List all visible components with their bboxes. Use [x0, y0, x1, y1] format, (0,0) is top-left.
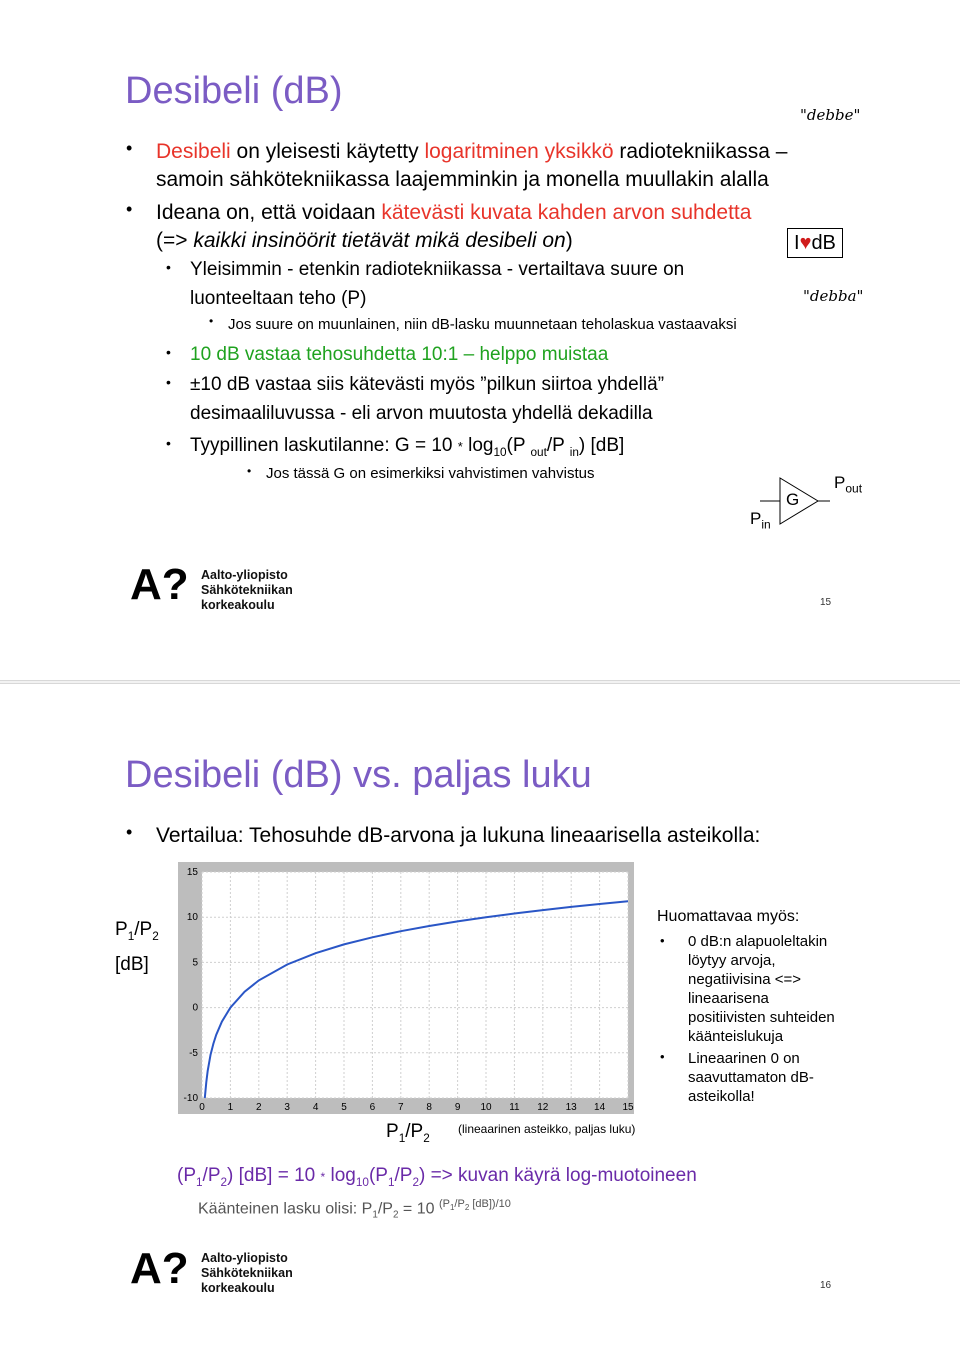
bullet-dot: •	[126, 822, 133, 842]
page-number: 15	[820, 597, 832, 608]
text: = 10	[398, 1200, 435, 1218]
bullet-vahvistus: Jos tässä G on esimerkiksi vahvistimen vahvistus	[266, 465, 595, 482]
bullet-yleisimmin-line1: Yleisimmin - etenkin radiotekniikassa - vertailtava suure on	[190, 259, 685, 280]
annotation-debba: "debba"	[803, 287, 864, 305]
subscript: in	[761, 517, 771, 532]
slide-16	[0, 684, 960, 1367]
bullet-laskutilanne	[190, 431, 624, 467]
formula-db	[177, 1165, 697, 1189]
text: (=>	[156, 229, 194, 252]
page-number: 16	[820, 1280, 832, 1291]
text: Sähkötekniikan	[201, 583, 293, 597]
x-tick-label: 6	[369, 1102, 376, 1113]
x-tick-label: 9	[454, 1102, 461, 1113]
bullet-dot: •	[660, 1049, 665, 1064]
x-tick-label: 8	[426, 1102, 432, 1113]
amplifier-gain-label: G	[786, 490, 800, 509]
subscript: 1	[127, 929, 135, 943]
text: positiivisten suhteiden	[688, 1009, 835, 1026]
text: Tyypillinen laskutilanne: G = 10	[190, 435, 453, 456]
text: log	[468, 435, 494, 456]
x-tick-label: 11	[509, 1102, 520, 1113]
subscript: 1	[398, 1131, 406, 1145]
subscript: in	[569, 445, 579, 459]
bullet-ideana-line1	[156, 199, 751, 227]
subscript: 2	[423, 1131, 430, 1145]
aalto-logo-text	[201, 568, 293, 613]
text: dB	[811, 232, 836, 254]
note-bullet-2	[688, 1049, 814, 1106]
amplifier-output-label	[834, 473, 862, 495]
x-tick-label: 5	[341, 1102, 347, 1113]
text: lineaarisena	[688, 990, 769, 1007]
subscript: 2	[412, 1175, 419, 1189]
text: ) [dB] = 10	[227, 1165, 316, 1186]
bullet-dot: •	[126, 199, 133, 219]
text: ) => kuvan käyrä log-muotoineen	[418, 1165, 697, 1186]
term-log-unit: logaritminen yksikkö	[424, 140, 614, 163]
x-tick-label: 15	[622, 1102, 634, 1113]
subscript: 1	[372, 1209, 378, 1221]
note-bullet-1	[688, 932, 835, 1046]
x-tick-label: 13	[565, 1102, 577, 1113]
text: saavuttamaton dB-	[688, 1069, 814, 1086]
subscript: 10	[355, 1175, 369, 1189]
bullet-dot: •	[166, 374, 171, 390]
amplifier-input-label	[750, 509, 771, 531]
multiply-sign: *	[457, 439, 463, 454]
bullet-pilkku-line2: desimaaliluvussa - eli arvon muutosta yhdellä dekadilla	[190, 403, 653, 424]
text: P	[750, 509, 762, 528]
bullet-desibeli-line1	[156, 138, 787, 166]
text: korkeakoulu	[201, 598, 275, 612]
text: /P	[134, 919, 153, 940]
formula-inverse	[198, 1198, 511, 1221]
y-tick-label: -5	[189, 1047, 198, 1059]
text: /P	[394, 1165, 413, 1186]
text: korkeakoulu	[201, 1281, 275, 1295]
text: I	[794, 232, 800, 254]
subscript: 1	[387, 1175, 395, 1189]
text: /P	[377, 1200, 393, 1218]
subscript: 2	[152, 929, 159, 943]
subscript: out	[530, 445, 547, 459]
x-tick-label: 7	[398, 1102, 404, 1113]
text: /P	[202, 1165, 221, 1186]
bullet-dot: •	[166, 344, 171, 360]
bullet-desibeli-line2: samoin sähkötekniikassa laajemminkin ja monella muullakin alalla	[156, 168, 769, 191]
text: radiotekniikassa –	[613, 140, 788, 163]
text: [dB]	[115, 953, 149, 975]
term-desibeli: Desibeli	[156, 140, 231, 163]
heart-icon: ♥	[799, 232, 812, 254]
bullet-dot: •	[166, 259, 171, 275]
subscript: out	[845, 481, 863, 496]
note-title: Huomattavaa myös:	[657, 908, 800, 925]
term-ratio: kätevästi kuvata kahden arvon suhdetta	[381, 201, 752, 224]
x-tick-label: 1	[227, 1102, 234, 1113]
text: Sähkötekniikan	[201, 1266, 293, 1280]
text: Aalto-yliopisto	[201, 568, 288, 582]
slide-title: Desibeli (dB) vs. paljas luku	[125, 754, 592, 796]
text: löytyy arvoja,	[688, 952, 776, 969]
subscript: 2	[392, 1209, 399, 1221]
y-axis-label	[115, 916, 159, 979]
text: /P	[405, 1121, 424, 1142]
text: P	[115, 919, 128, 940]
x-tick-label: 4	[312, 1102, 319, 1113]
slide-15	[0, 0, 960, 680]
aalto-logo-text	[201, 1251, 293, 1296]
x-tick-label: 12	[537, 1102, 549, 1113]
y-tick-label: 10	[186, 912, 198, 924]
text: Aalto-yliopisto	[201, 1251, 288, 1265]
text: 0 dB:n alapuoleltakin	[688, 933, 828, 950]
i-love-db-box	[787, 228, 843, 258]
text: P	[834, 473, 846, 492]
subscript: 1	[449, 1203, 455, 1213]
text: /P	[454, 1198, 465, 1210]
bullet-10db: 10 dB vastaa tehosuhdetta 10:1 – helppo muistaa	[190, 344, 609, 365]
subscript: 2	[220, 1175, 228, 1189]
bullet-dot: •	[126, 138, 133, 158]
subscript: 2	[464, 1203, 470, 1213]
bullet-dot: •	[166, 435, 171, 451]
text: (P	[438, 1198, 450, 1210]
bullet-muunlainen: Jos suure on muunlainen, niin dB-lasku muunnetaan teholaskua vastaavaksi	[228, 316, 737, 333]
text: )	[565, 229, 573, 252]
bullet-dot: •	[247, 464, 252, 478]
text: (P	[177, 1165, 196, 1186]
text: (P	[506, 435, 526, 456]
subscript: 1	[196, 1175, 203, 1189]
text: asteikolla!	[688, 1088, 755, 1105]
aalto-logo: A?	[130, 560, 189, 609]
text: (P	[368, 1165, 388, 1186]
text: käänteislukuja	[688, 1028, 784, 1045]
aalto-logo: A?	[130, 1244, 189, 1293]
subscript: 10	[493, 445, 507, 459]
x-tick-label: 3	[284, 1102, 290, 1113]
text: Lineaarinen 0 on	[688, 1050, 800, 1067]
x-tick-label: 0	[199, 1102, 205, 1113]
multiply-sign: *	[320, 1170, 326, 1184]
bullet-ideana-line2	[156, 227, 573, 255]
y-tick-label: 0	[192, 1002, 198, 1014]
text: [dB])/10	[469, 1198, 511, 1210]
y-tick-label: -10	[183, 1093, 198, 1104]
plot-area	[202, 872, 628, 1098]
x-tick-label: 14	[594, 1102, 606, 1113]
text: /P	[546, 435, 565, 456]
text: P	[386, 1121, 399, 1142]
bullet-dot: •	[660, 933, 665, 948]
x-axis-note: (lineaarinen asteikko, paljas luku)	[458, 1122, 636, 1136]
text: Ideana on, että voidaan	[156, 201, 382, 224]
bullet-vertailua: Vertailua: Tehosuhde dB-arvona ja lukuna lineaarisella asteikolla:	[156, 824, 761, 847]
bullet-dot: •	[209, 314, 214, 328]
db-curve-chart	[178, 862, 634, 1114]
text: on yleisesti käytetty	[230, 140, 425, 163]
slide-title: Desibeli (dB)	[125, 70, 343, 112]
text: ) [dB]	[578, 435, 625, 456]
x-tick-label: 2	[256, 1102, 262, 1113]
x-tick-label: 10	[480, 1102, 492, 1113]
text-italic: kaikki insinöörit tietävät mikä desibeli on	[193, 229, 566, 252]
bullet-yleisimmin-line2: luonteeltaan teho (P)	[190, 288, 367, 309]
y-tick-label: 5	[192, 957, 198, 969]
bullet-pilkku-line1: ±10 dB vastaa siis kätevästi myös ”pilkun siirtoa yhdellä”	[190, 374, 665, 395]
y-tick-label: 15	[186, 867, 198, 878]
text: log	[330, 1165, 356, 1186]
annotation-debbe: "debbe"	[800, 106, 861, 124]
x-axis-label	[386, 1121, 430, 1145]
text: Käänteinen lasku olisi: P	[198, 1200, 373, 1218]
text: negatiivisina <=>	[688, 971, 801, 988]
exponent	[438, 1198, 511, 1213]
